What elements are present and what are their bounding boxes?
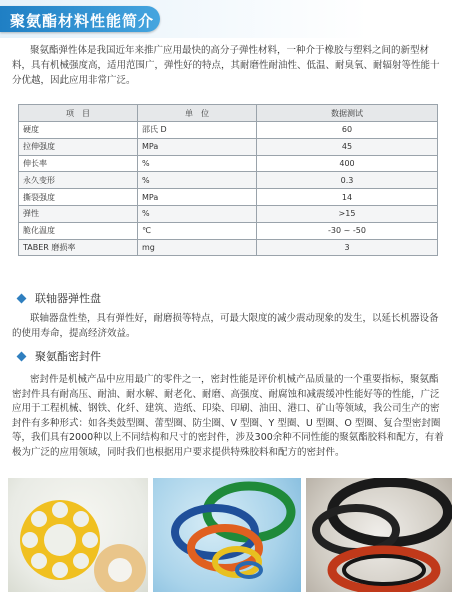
table-row	[19, 239, 438, 256]
cell-property: 弹性	[19, 205, 138, 222]
coupling-disc-illustration	[8, 478, 148, 592]
column-header-value: 数据测试	[257, 105, 438, 122]
page-title: 聚氨酯材料性能简介	[10, 12, 155, 30]
section-title: 聚氨酯密封件	[35, 350, 101, 363]
cell-unit: MPa	[138, 138, 257, 155]
cell-unit: %	[138, 172, 257, 189]
section-heading-seals	[18, 348, 101, 364]
black-seals-photo	[306, 478, 452, 592]
cell-value: 60	[257, 122, 438, 139]
coupling-disc-photo	[8, 478, 148, 592]
table-row	[19, 205, 438, 222]
cell-unit: 邵氏 D	[138, 122, 257, 139]
table-header-row	[19, 105, 438, 122]
diamond-bullet-icon	[17, 293, 27, 303]
cell-value: -30 ~ -50	[257, 222, 438, 239]
cell-value: >15	[257, 205, 438, 222]
table-row	[19, 122, 438, 139]
section-heading-coupling	[18, 290, 101, 306]
seals-paragraph: 密封件是机械产品中应用最广的零件之一，密封性能是评价机械产品质量的一个重要指标，聚氨酯密封件具有耐高压、耐油、耐水解、耐老化、耐磨、高强度、耐腐蚀和减震缓冲性能好等的性能，广泛应用于工程机械、钢铁、化纤、建筑、造纸、印染、印刷、油田、港口、矿山等领域，我公司生产的密封件有多种形式：如各类鼓型圈、蕾型圈、防尘圈、V 型圈、Y 型圈、U 型圈、O 型圈、复合型密封圈等，我们具有2000种以上不同结构和尺寸的密封件，涉及300余种不同性能的聚氨酯胶料和配方，有着极为广泛的应用领域，同时我们也根据用户要求提供特殊胶料和配方的密封件。	[12, 374, 444, 458]
cell-value: 0.3	[257, 172, 438, 189]
cell-property: 硬度	[19, 122, 138, 139]
cell-unit: MPa	[138, 189, 257, 206]
cell-unit: %	[138, 155, 257, 172]
title-tab	[0, 6, 160, 32]
cell-value: 400	[257, 155, 438, 172]
cell-property: 拉伸强度	[19, 138, 138, 155]
cell-value: 45	[257, 138, 438, 155]
black-seals-illustration	[306, 478, 452, 592]
cell-property: 伸长率	[19, 155, 138, 172]
cell-unit: %	[138, 205, 257, 222]
diamond-bullet-icon	[17, 351, 27, 361]
cell-value: 3	[257, 239, 438, 256]
cell-property: 永久变形	[19, 172, 138, 189]
cell-unit: ℃	[138, 222, 257, 239]
intro-paragraph: 聚氨酯弹性体是我国近年来推广应用最快的高分子弹性材料，一种介于橡胶与塑料之间的新型材料，具有机械强度高，适用范围广，弹性好的特点，其耐磨性耐油性、低温、耐臭氧、耐辐射等性能十分优越，因此应用非常广泛。	[12, 45, 440, 86]
cell-value: 14	[257, 189, 438, 206]
cell-property: 撕裂强度	[19, 189, 138, 206]
table-row	[19, 189, 438, 206]
cell-property: 脆化温度	[19, 222, 138, 239]
section-title: 联轴器弹性盘	[35, 292, 101, 305]
table-row	[19, 138, 438, 155]
table-row	[19, 172, 438, 189]
table-row	[19, 222, 438, 239]
properties-table	[18, 104, 438, 256]
coupling-paragraph: 联轴器盘性垫，具有弹性好，耐磨损等特点，可最大限度的减少震动现象的发生，以延长机器设备的使用寿命，提高经济效益。	[12, 313, 439, 339]
cell-property: TABER 磨损率	[19, 239, 138, 256]
seal-rings-illustration	[153, 478, 301, 592]
cell-unit: mg	[138, 239, 257, 256]
column-header-unit: 单 位	[138, 105, 257, 122]
column-header-item: 项 目	[19, 105, 138, 122]
table-row	[19, 155, 438, 172]
seal-rings-photo	[153, 478, 301, 592]
